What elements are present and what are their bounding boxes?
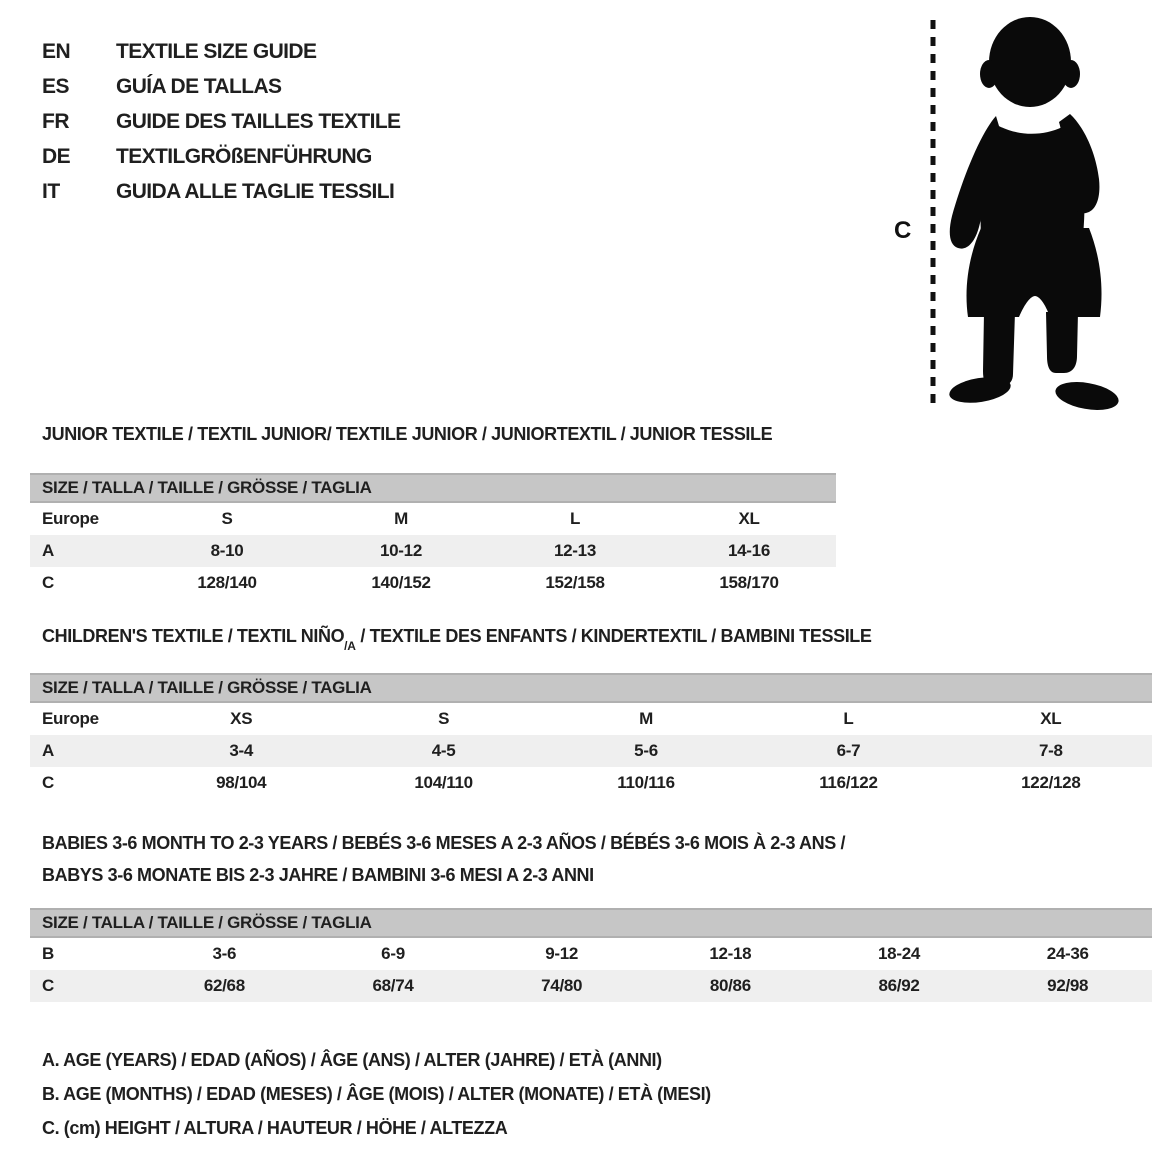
age-cell: 4-5: [431, 741, 456, 760]
babies-size-table: [30, 908, 1152, 1002]
age-cell: 18-24: [878, 944, 921, 963]
toddler-silhouette-figure: [888, 12, 1154, 416]
table-row-europe: [30, 703, 1152, 735]
legend-line-a: A. AGE (YEARS) / EDAD (AÑOS) / ÂGE (ANS) / ALTER (JAHRE) / ETÀ (ANNI): [42, 1050, 662, 1070]
height-cell: 110/116: [617, 773, 675, 792]
toddler-silhouette-icon: [948, 17, 1121, 414]
height-cell: 98/104: [216, 773, 267, 792]
size-cell: XL: [738, 509, 760, 528]
lang-code: IT: [42, 179, 60, 203]
table-row-height: [30, 970, 1152, 1002]
height-cell: 92/98: [1047, 976, 1089, 995]
row-label: A: [42, 741, 54, 760]
height-cell: 122/128: [1021, 773, 1081, 792]
size-cell: S: [438, 709, 450, 728]
age-cell: 14-16: [728, 541, 770, 560]
height-cell: 104/110: [414, 773, 473, 792]
table-row-age: [30, 735, 1152, 767]
height-cell: 74/80: [541, 976, 583, 995]
size-header-bar: SIZE / TALLA / TAILLE / GRÖSSE / TAGLIA: [30, 673, 1152, 703]
size-cell: S: [221, 509, 233, 528]
section-title-junior: JUNIOR TEXTILE / TEXTIL JUNIOR/ TEXTILE JUNIOR / JUNIORTEXTIL / JUNIOR TESSILE: [42, 424, 773, 444]
height-cell: 116/122: [819, 773, 878, 792]
language-title-block: [42, 34, 400, 209]
section-title-children: [42, 626, 872, 653]
table-row-europe: [30, 503, 836, 535]
age-cell: 6-7: [836, 741, 861, 760]
lang-title: TEXTILGRÖßENFÜHRUNG: [116, 144, 372, 168]
lang-title: TEXTILE SIZE GUIDE: [116, 39, 317, 63]
age-cell: 5-6: [634, 741, 658, 760]
lang-code: DE: [42, 144, 71, 168]
size-header-bar: SIZE / TALLA / TAILLE / GRÖSSE / TAGLIA: [30, 473, 836, 503]
row-label: B: [42, 944, 54, 963]
size-cell: L: [843, 709, 854, 728]
height-cell: 152/158: [545, 573, 605, 592]
age-cell: 10-12: [380, 541, 422, 560]
height-cell: 140/152: [371, 573, 431, 592]
legend-line-c: C. (cm) HEIGHT / ALTURA / HAUTEUR / HÖHE / ALTEZZA: [42, 1118, 508, 1138]
lang-row-fr: [42, 104, 400, 139]
row-label: Europe: [42, 509, 99, 528]
section-title-babies-line2: BABYS 3-6 MONATE BIS 2-3 JAHRE / BAMBINI 3-6 MESI A 2-3 ANNI: [42, 865, 594, 885]
height-cell: 68/74: [372, 976, 414, 995]
table-row-age-months: [30, 938, 1152, 970]
size-cell: M: [394, 509, 408, 528]
height-cell: 158/170: [719, 573, 779, 592]
junior-size-table: [30, 473, 836, 599]
lang-title: GUÍA DE TALLAS: [116, 74, 282, 98]
row-label: C: [42, 573, 54, 592]
table-row-height: [30, 767, 1152, 799]
age-cell: 3-6: [212, 944, 237, 963]
table-row-age: [30, 535, 836, 567]
height-cell: 80/86: [709, 976, 751, 995]
measure-label-c: C: [894, 217, 912, 244]
height-cell: 86/92: [878, 976, 920, 995]
size-cell: XL: [1040, 709, 1062, 728]
height-cell: 128/140: [197, 573, 257, 592]
size-cell: M: [639, 709, 653, 728]
size-header-bar: SIZE / TALLA / TAILLE / GRÖSSE / TAGLIA: [30, 908, 1152, 938]
age-cell: 6-9: [381, 944, 405, 963]
size-cell: XS: [230, 709, 253, 728]
row-label: A: [42, 541, 54, 560]
age-cell: 12-18: [709, 944, 752, 963]
legend-line-b: B. AGE (MONTHS) / EDAD (MESES) / ÂGE (MOIS) / ALTER (MONATE) / ETÀ (MESI): [42, 1084, 711, 1104]
age-cell: 8-10: [210, 541, 244, 560]
age-cell: 9-12: [545, 944, 579, 963]
age-cell: 24-36: [1046, 944, 1089, 963]
lang-row-es: [42, 69, 400, 104]
age-cell: 7-8: [1038, 741, 1063, 760]
age-cell: 3-4: [229, 741, 254, 760]
age-cell: 12-13: [554, 541, 596, 560]
children-title-pre: CHILDREN'S TEXTILE / TEXTIL NIÑO: [42, 626, 345, 646]
lang-code: ES: [42, 74, 70, 98]
table-row-height: [30, 567, 836, 599]
row-label: C: [42, 773, 54, 792]
children-title-sub: /A: [344, 638, 356, 653]
lang-row-de: [42, 139, 400, 174]
lang-code: FR: [42, 109, 69, 133]
row-label: Europe: [42, 709, 99, 728]
row-label: C: [42, 976, 54, 995]
lang-row-en: [42, 34, 400, 69]
lang-title: GUIDA ALLE TAGLIE TESSILI: [116, 179, 395, 203]
lang-row-it: [42, 174, 400, 209]
height-cell: 62/68: [203, 976, 245, 995]
children-title-post: / TEXTILE DES ENFANTS / KINDERTEXTIL / BAMBINI TESSILE: [355, 626, 872, 646]
size-cell: L: [569, 509, 581, 528]
lang-code: EN: [42, 39, 71, 63]
lang-title: GUIDE DES TAILLES TEXTILE: [116, 109, 401, 133]
children-size-table: [30, 673, 1152, 799]
section-title-babies-line1: BABIES 3-6 MONTH TO 2-3 YEARS / BEBÉS 3-6 MESES A 2-3 AÑOS / BÉBÉS 3-6 MOIS À 2-3 ANS /: [42, 833, 846, 853]
